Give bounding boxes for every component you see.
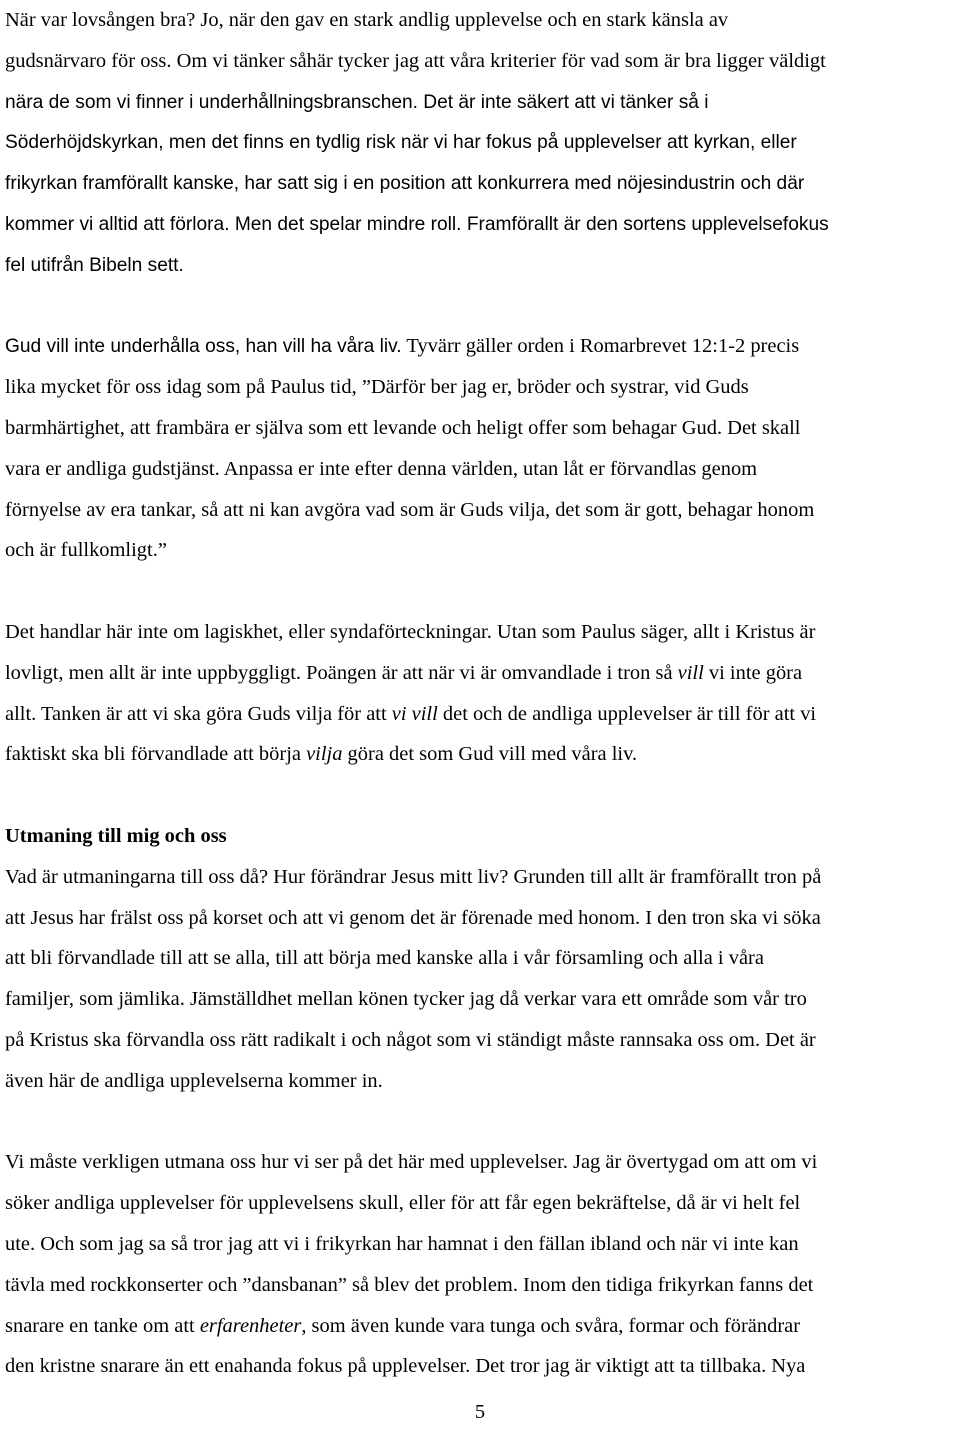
text-line [5,204,955,245]
text-run: lovligt, men allt är inte uppbyggligt. Poängen är att när vi är omvandlade i tron så [5,661,678,684]
text-line [5,938,955,979]
text-run: ute. Och som jag sa så tror jag att vi i frikyrkan har hamnat i den fällan ibland och när vi inte kan [5,1232,799,1255]
paragraph [5,816,957,1102]
paragraph [5,326,957,571]
text-run: Det handlar här inte om lagiskhet, eller syndaförteckningar. Utan som Paulus säger, allt i Kristus är [5,620,816,643]
text-run: frikyrkan framförallt kanske, har satt sig i en position att konkurrera med nöjesindustrin och där [5,173,805,195]
text-line [5,408,955,449]
text-line [5,1224,955,1265]
text-line [5,449,955,490]
text-run: och är fullkomligt.” [5,539,167,562]
text-line [5,694,955,735]
text-line [5,1306,955,1347]
section-heading: Utmaning till mig och oss [5,824,227,847]
emphasis-text: vi vill [391,702,438,725]
paragraph [5,612,957,775]
text-line [5,734,955,775]
text-run: tävla med rockkonserter och ”dansbanan” så blev det problem. Inom den tidiga frikyrkan fanns det [5,1273,814,1296]
text-run: även här de andliga upplevelserna kommer in. [5,1069,383,1092]
document-body [5,0,957,1387]
text-run: vi inte göra [703,661,803,684]
text-run: snarare en tanke om att [5,1314,200,1337]
text-line [5,1061,955,1102]
text-run: söker andliga upplevelser för upplevelsens skull, eller för att får egen bekräftelse, då är vi helt fel [5,1192,801,1215]
text-run: fel utifrån Bibeln sett. [5,254,184,276]
emphasis-text: erfarenheter [199,1314,302,1337]
text-run: gudsnärvaro för oss. Om vi tänker såhär tycker jag att våra kriterier för vad som är bra ligger väldigt [5,49,826,72]
text-line [5,898,955,939]
text-line [5,530,955,571]
paragraph [5,0,957,286]
text-line [5,1346,955,1387]
text-line [5,367,955,408]
text-run: på Kristus ska förvandla oss rätt radikalt i och något som vi ständigt måste rannsaka oss om. Det är [5,1028,816,1051]
text-run: att bli förvandlade till att se alla, till att börja med kanske alla i vår församling och alla i våra [5,947,764,970]
text-run: att Jesus har frälst oss på korset och att vi genom det är förenade med honom. I den tron ska vi söka [5,906,821,929]
text-run: lika mycket för oss idag som på Paulus tid, ”Därför ber jag er, bröder och systrar, vid Guds [5,376,749,399]
text-run: allt. Tanken är att vi ska göra Guds vilja för att [5,702,392,725]
text-run: Vi måste verkligen utmana oss hur vi ser på det här med upplevelser. Jag är övertygad om att om vi [5,1151,818,1174]
text-line [5,612,955,653]
text-line [5,490,955,531]
text-line [5,0,955,41]
text-run: När var lovsången bra? Jo, när den gav en stark andlig upplevelse och en stark känsla av [5,9,729,31]
text-line [5,122,955,163]
text-line [5,1142,955,1183]
text-run: det och de andliga upplevelser är till för att vi [437,702,817,725]
text-run: faktiskt ska bli förvandlade att börja [5,743,307,766]
text-run: , som även kunde vara tunga och svåra, formar och förändrar [301,1314,801,1337]
paragraph-gap [5,571,957,612]
text-run: göra det som Gud vill med våra liv. [342,743,638,766]
text-run: Söderhöjdskyrkan, men det finns en tydlig risk när vi har fokus på upplevelser att kyrkan, eller [5,132,797,154]
text-run: kommer vi alltid att förlora. Men det spelar mindre roll. Framförallt är den sortens upplevelsefokus [5,213,829,235]
paragraph-gap [5,775,957,816]
text-line [5,82,955,123]
text-line [5,1183,955,1224]
text-run: familjer, som jämlika. Jämställdhet mellan könen tycker jag då verkar vara ett område som vår tro [5,988,807,1011]
text-line [5,163,955,204]
text-run: nära de som vi finner i underhållningsbranschen. [5,91,418,113]
text-run: vara er andliga gudstjänst. Anpassa er inte efter denna världen, utan låt er förvandlas genom [5,457,758,480]
text-run: Tyvärr gäller orden i Romarbrevet 12:1-2 precis [401,335,800,358]
text-run: Vad är utmaningarna till oss då? Hur förändrar Jesus mitt liv? Grunden till allt är framförallt tron på [5,865,822,888]
text-run: Gud vill inte underhålla oss, han vill ha våra liv. [5,336,402,358]
text-line [5,1265,955,1306]
text-line [5,326,955,367]
text-line [5,857,955,898]
text-run: den kristne snarare än ett enahanda fokus på upplevelser. Det tror jag är viktigt att ta tillbaka. Nya [5,1355,806,1378]
text-run: förnyelse av era tankar, så att ni kan avgöra vad som är Guds vilja, det som är gott, behagar honom [5,498,815,521]
emphasis-text: vilja [306,743,343,766]
text-line [5,653,955,694]
text-line [5,41,955,82]
paragraph [5,1142,957,1387]
text-line [5,1020,955,1061]
text-line [5,245,955,286]
emphasis-text: vill [677,661,704,684]
text-run: barmhärtighet, att frambära er själva som ett levande och heligt offer som behagar Gud. Det skall [5,416,801,439]
text-line [5,979,955,1020]
text-run: Det är inte säkert att vi tänker så i [417,91,709,113]
paragraph-gap [5,286,957,327]
paragraph-gap [5,1102,957,1143]
page-number: 5 [474,1401,486,1423]
